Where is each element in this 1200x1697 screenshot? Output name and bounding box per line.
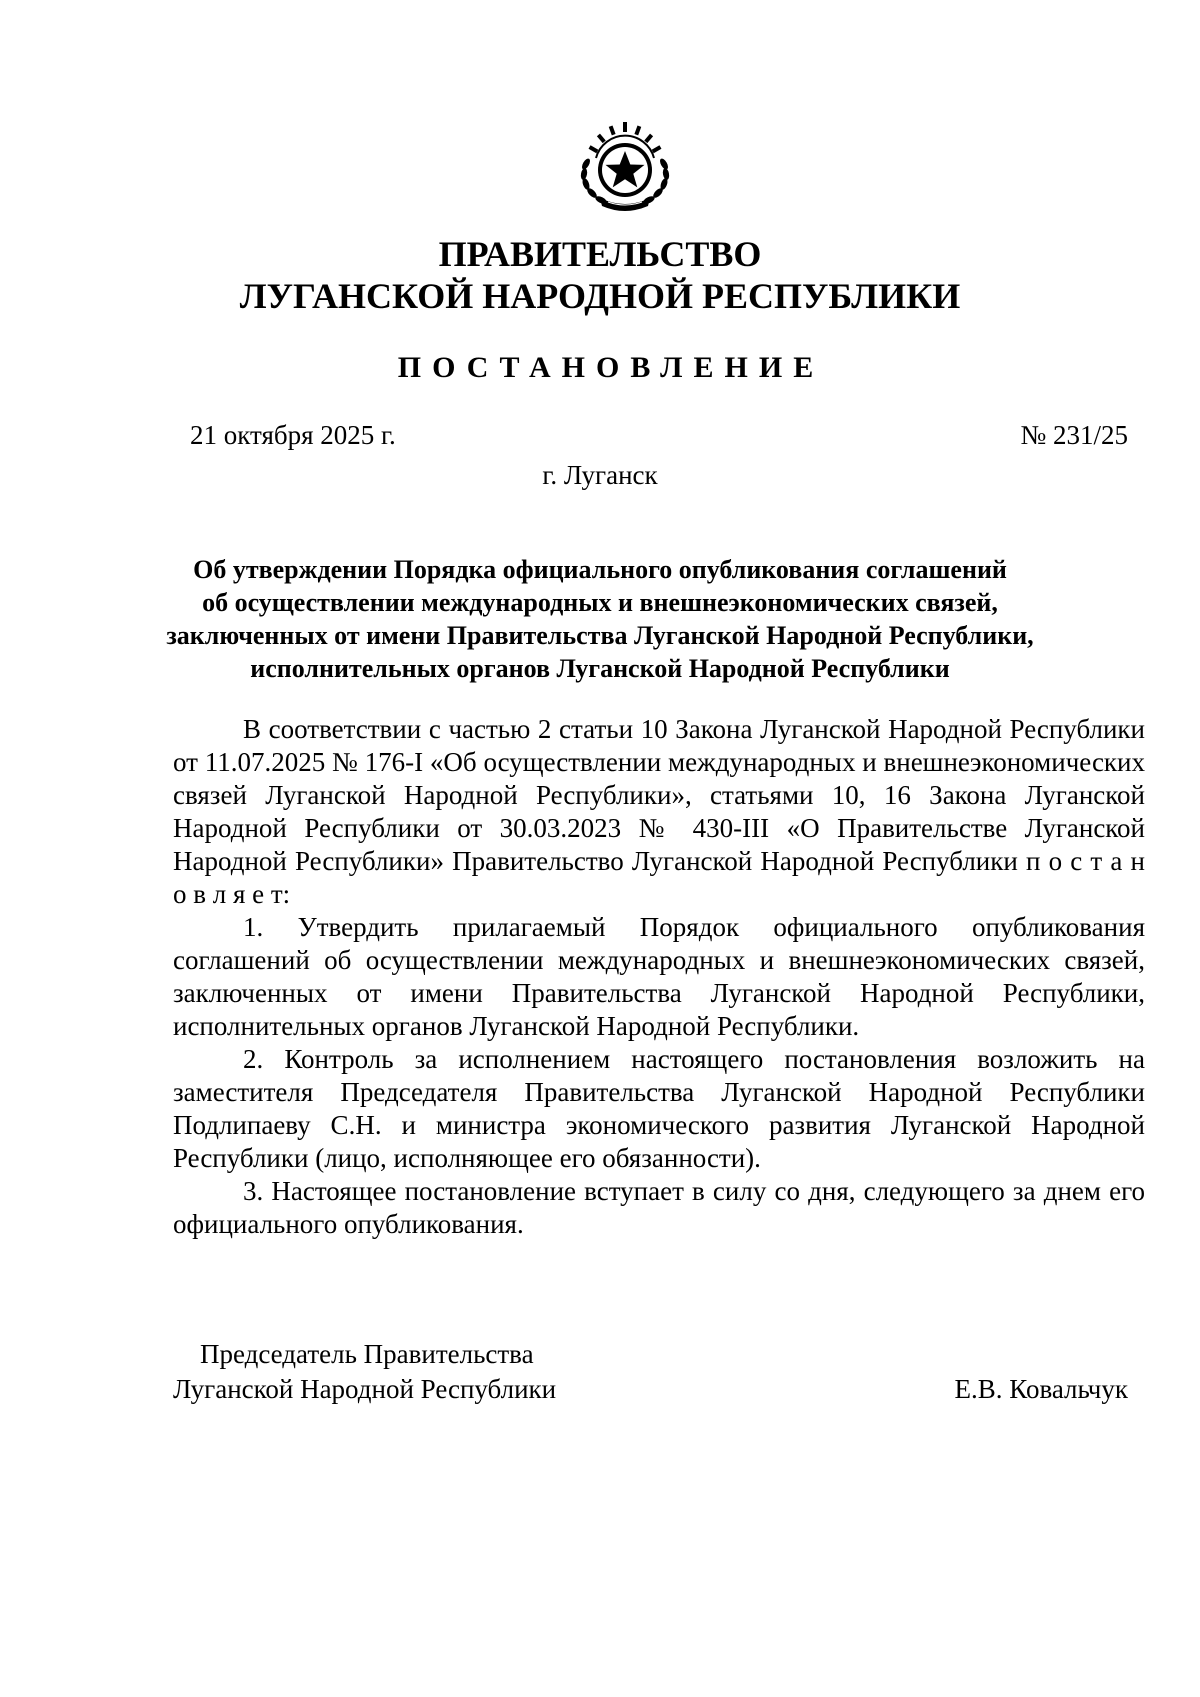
signature-position-line1: Председатель Правительства <box>200 1339 534 1369</box>
document-body <box>173 713 1145 1241</box>
item-2: 2. Контроль за исполнением настоящего постановления возложить на заместителя Председателя Правительства Луганской Народной Республики Подлипаеву С.Н. и министра экономического развития Луганской Народной Республики (лицо, исполняющее его обязанности). <box>173 1044 1145 1173</box>
title-line: заключенных от имени Правительства Луганской Народной Республики, <box>166 621 1034 650</box>
signature-position-line2: Луганской Народной Республики <box>173 1374 557 1404</box>
document-type: ПОСТАНОВЛЕНИЕ <box>397 351 825 384</box>
item-3: 3. Настоящее постановление вступает в силу со дня, следующего за днем его официального опубликования. <box>173 1176 1145 1239</box>
document-title <box>140 553 1060 685</box>
resolves-word: п о с т а н о в л я е т: <box>173 846 1145 909</box>
org-name-line1: ПРАВИТЕЛЬСТВО <box>438 234 762 274</box>
document-number: № 231/25 <box>1020 420 1128 450</box>
document-city: г. Луганск <box>542 460 658 490</box>
signature-position <box>173 1337 556 1407</box>
signature-name: Е.В. Ковальчук <box>954 1374 1128 1404</box>
title-line: Об утверждении Порядка официального опубликования соглашений <box>193 555 1007 584</box>
org-name-line2: ЛУГАНСКОЙ НАРОДНОЙ РЕСПУБЛИКИ <box>239 276 961 316</box>
document-date: 21 октября 2025 г. <box>190 420 396 450</box>
preamble-text: В соответствии с частью 2 статьи 10 Закона Луганской Народной Республики от 11.07.2025 № 176-I «Об осуществлении международных и внешнеэкономических связей Луганской Народной Республики», статьями 10, 16 Закона Луганской Народной Республики от 30.03.2023 № 430-III «О Правительстве Луганской Народной Республики» Правительство Луганской Народной Республики <box>173 714 1145 876</box>
title-line: исполнительных органов Луганской Народной Республики <box>250 654 950 683</box>
title-line: об осуществлении международных и внешнеэкономических связей, <box>202 588 998 617</box>
preamble-paragraph <box>173 713 1145 911</box>
item-1: 1. Утвердить прилагаемый Порядок официального опубликования соглашений об осуществлении международных и внешнеэкономических связей, заключенных от имени Правительства Луганской Народной Республики, исполнительных органов Луганской Народной Республики. <box>173 912 1145 1041</box>
coat-of-arms-icon <box>574 118 676 214</box>
